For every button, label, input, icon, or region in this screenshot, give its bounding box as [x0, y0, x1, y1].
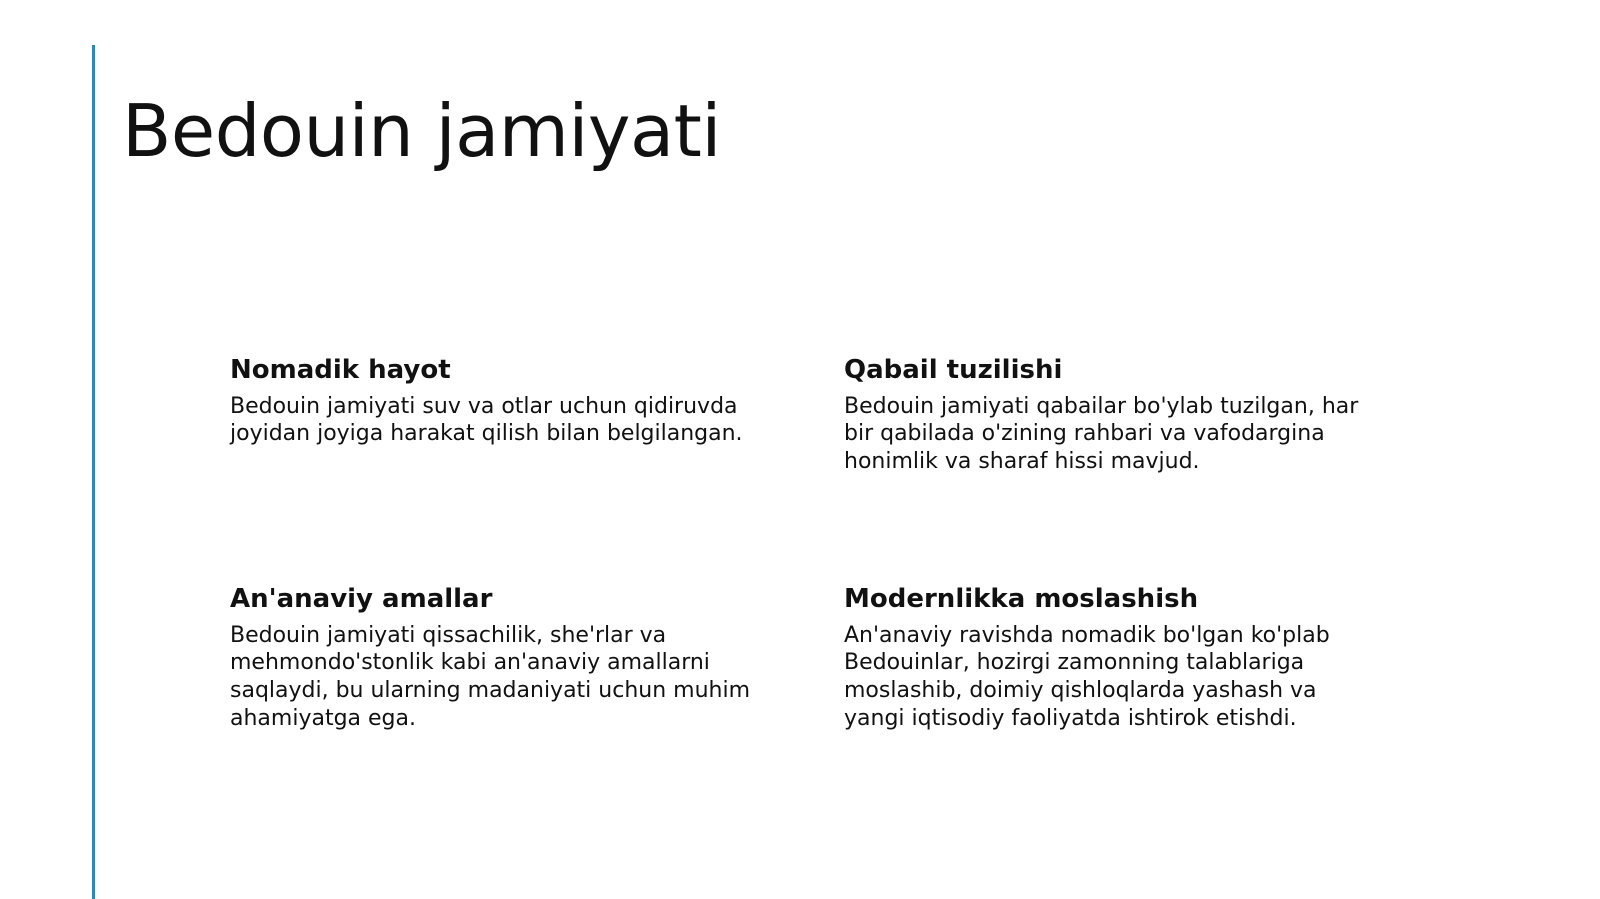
card-heading: Nomadik hayot [230, 355, 451, 385]
card-nomadik-hayot [230, 354, 770, 448]
card-heading: Qabail tuzilishi [844, 355, 1063, 385]
accent-bar [92, 45, 95, 899]
card-text: Bedouin jamiyati suv va otlar uchun qidiruvda joyidan joyiga harakat qilish bilan belgilangan. [230, 393, 743, 447]
card-qabail-tuzilishi [844, 354, 1384, 476]
card-text: Bedouin jamiyati qabailar bo'ylab tuzilgan, har bir qabilada o'zining rahbari va vafodargina honimlik va sharaf hissi mavjud. [844, 393, 1359, 475]
card-ananaviy-amallar [230, 583, 770, 733]
card-heading: An'anaviy amallar [230, 584, 493, 614]
card-heading: Modernlikka moslashish [844, 584, 1199, 614]
slide-title: Bedouin jamiyati [122, 89, 721, 173]
card-text: Bedouin jamiyati qissachilik, she'rlar va mehmondo'stonlik kabi an'anaviy amallarni saqlaydi, bu ularning madaniyati uchun muhim ahamiyatga ega. [230, 622, 751, 732]
card-modernlikka-moslashish [844, 583, 1384, 733]
card-text: An'anaviy ravishda nomadik bo'lgan ko'plab Bedouinlar, hozirgi zamonning talablariga moslashib, doimiy qishloqlarda yashash va yangi iqtisodiy faoliyatda ishtirok etishdi. [844, 622, 1330, 732]
